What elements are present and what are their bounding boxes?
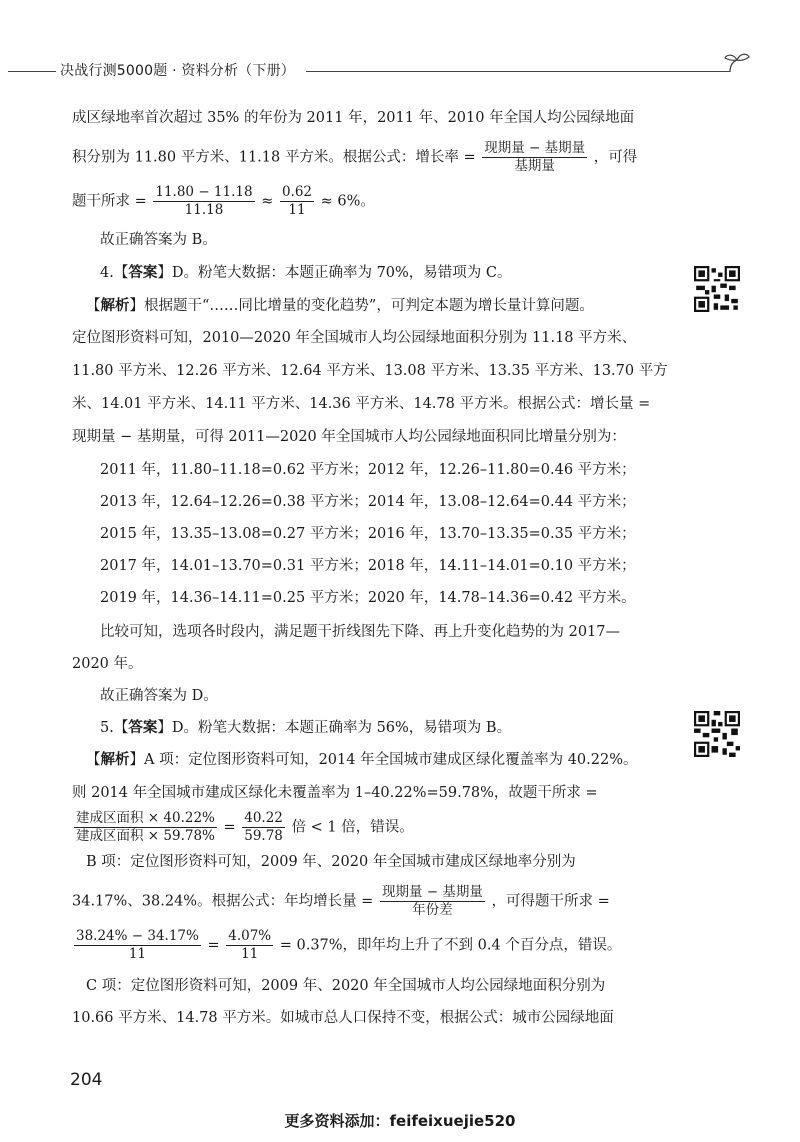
text-span: ，可得题干所求 =	[491, 893, 610, 910]
text-line: 10.66 平方米、14.78 平方米。如城市总人口保持不变，根据公式：城市公园绿地面	[72, 1010, 614, 1026]
denominator: 建成区面积 × 59.78%	[76, 828, 215, 844]
fraction	[74, 810, 217, 845]
text-line: 米、14.01 平方米、14.11 平方米、14.36 平方米、14.78 平方米。根据公式：增长量 =	[72, 396, 651, 412]
q4-analysis	[86, 296, 676, 316]
text-span: 积分别为 11.80 平方米、11.18 平方米。根据公式：增长率 =	[72, 149, 476, 166]
q4-answer	[100, 263, 690, 283]
header-title: 决战行测5000题 · 资料分析（下册）	[60, 63, 295, 79]
header-rule-right	[306, 71, 730, 72]
text-span: 题干所求 =	[72, 193, 147, 210]
text-span: ≈ 6%。	[320, 193, 375, 210]
text-span: 5.【	[100, 720, 129, 736]
text-line-ratio	[72, 810, 662, 845]
numerator: 现期量 − 基期量	[484, 140, 586, 156]
qr-code-icon[interactable]	[694, 711, 740, 757]
numerator: 40.22	[244, 810, 283, 826]
denominator: 11	[128, 946, 147, 962]
text-line: 2020 年。	[72, 656, 143, 672]
footer-note: 更多资料添加：feifeixuejie520	[284, 1112, 516, 1130]
text-span: =	[223, 819, 236, 836]
text-span: ≈	[261, 193, 274, 210]
text-span: ，可得	[593, 149, 638, 166]
text-span: 【	[86, 298, 101, 314]
running-header	[0, 58, 800, 88]
calc-line: 2019 年，14.36–14.11=0.25 平方米；2020 年，14.78–14.36=0.42 平方米。	[100, 590, 636, 606]
text-span: = 0.37%，即年均上升了不到 0.4 个百分点，错误。	[279, 937, 622, 954]
fraction	[153, 184, 254, 219]
text-span: 】D。粉笔大数据：本题正确率为 56%，易错项为 B。	[157, 720, 512, 736]
text-span: 】D。粉笔大数据：本题正确率为 70%，易错项为 C。	[157, 265, 512, 281]
numerator: 现期量 − 基期量	[381, 884, 483, 900]
fraction	[482, 140, 587, 175]
text-line: 成区绿地率首次超过 35% 的年份为 2011 年，2011 年、2010 年全国人均公园绿地面	[72, 110, 635, 126]
fraction	[280, 184, 314, 219]
answer-line: 故正确答案为 D。	[100, 688, 218, 704]
text-span: 】A 项：定位图形资料可知，2014 年全国城市建成区绿化覆盖率为 40.22%。	[129, 752, 638, 768]
text-line-avg-formula	[72, 884, 662, 919]
denominator: 11	[288, 202, 306, 218]
numerator: 38.24% − 34.17%	[76, 928, 199, 944]
text-line: 现期量 − 基期量，可得 2011—2020 年全国城市人均公园绿地面积同比增量分别为：	[72, 429, 626, 445]
analysis-label: 解析	[100, 752, 130, 768]
analysis-label: 解析	[100, 298, 130, 314]
text-line-avg-calc	[72, 928, 662, 963]
answer-label: 答案	[128, 265, 158, 281]
denominator: 11	[241, 946, 259, 962]
text-line: C 项：定位图形资料可知，2009 年、2020 年全国城市人均公园绿地面积分别为	[86, 978, 606, 994]
sprout-icon	[722, 50, 752, 80]
qr-code-icon[interactable]	[694, 266, 740, 312]
numerator: 11.80 − 11.18	[155, 184, 253, 200]
answer-line: 故正确答案为 B。	[100, 232, 217, 248]
calc-line: 2017 年，14.01–13.70=0.31 平方米；2018 年，14.11–14.01=0.10 平方米；	[100, 558, 636, 574]
q5-analysis	[86, 750, 676, 770]
text-line: 11.80 平方米、12.26 平方米、12.64 平方米、13.08 平方米、13.35 平方米、13.70 平方	[72, 363, 668, 379]
fraction	[226, 928, 273, 963]
q5-answer	[100, 718, 690, 738]
numerator: 0.62	[281, 184, 313, 200]
text-span: 4.【	[100, 265, 129, 281]
fraction	[74, 928, 201, 963]
text-span: =	[207, 937, 220, 954]
header-rule-left	[8, 71, 56, 72]
text-span: 倍 < 1 倍，错误。	[291, 819, 414, 836]
text-span: 】根据题干“……同比增量的变化趋势”，可判定本题为增长量计算问题。	[129, 298, 594, 314]
denominator: 基期量	[514, 158, 555, 174]
denominator: 59.78	[244, 828, 283, 844]
text-line: 则 2014 年全国城市建成区绿化未覆盖率为 1–40.22%=59.78%，故题干所求 =	[72, 785, 598, 801]
numerator: 建成区面积 × 40.22%	[76, 810, 215, 826]
text-line-growth-formula	[72, 140, 662, 175]
text-line: 比较可知，选项各时段内，满足题干折线图先下降、再上升变化趋势的为 2017—	[100, 624, 621, 640]
fraction	[380, 884, 485, 919]
page-number: 204	[70, 1070, 103, 1090]
fraction	[242, 810, 285, 845]
answer-label: 答案	[128, 720, 158, 736]
calc-line: 2015 年，13.35–13.08=0.27 平方米；2016 年，13.70–13.35=0.35 平方米；	[100, 526, 636, 542]
text-line: 定位图形资料可知，2010—2020 年全国城市人均公园绿地面积分别为 11.18 平方米、	[72, 330, 637, 346]
text-line-calculation	[72, 184, 662, 219]
denominator: 年份差	[412, 902, 453, 918]
text-line: B 项：定位图形资料可知，2009 年、2020 年全国城市建成区绿地率分别为	[86, 854, 576, 870]
text-span: 【	[86, 752, 101, 768]
calc-line: 2011 年，11.80–11.18=0.62 平方米；2012 年，12.26–11.80=0.46 平方米；	[100, 462, 636, 478]
numerator: 4.07%	[228, 928, 272, 944]
text-span: 34.17%、38.24%。根据公式：年均增长量 =	[72, 893, 374, 910]
calc-line: 2013 年，12.64–12.26=0.38 平方米；2014 年，13.08–12.64=0.44 平方米；	[100, 494, 636, 510]
denominator: 11.18	[184, 202, 224, 218]
